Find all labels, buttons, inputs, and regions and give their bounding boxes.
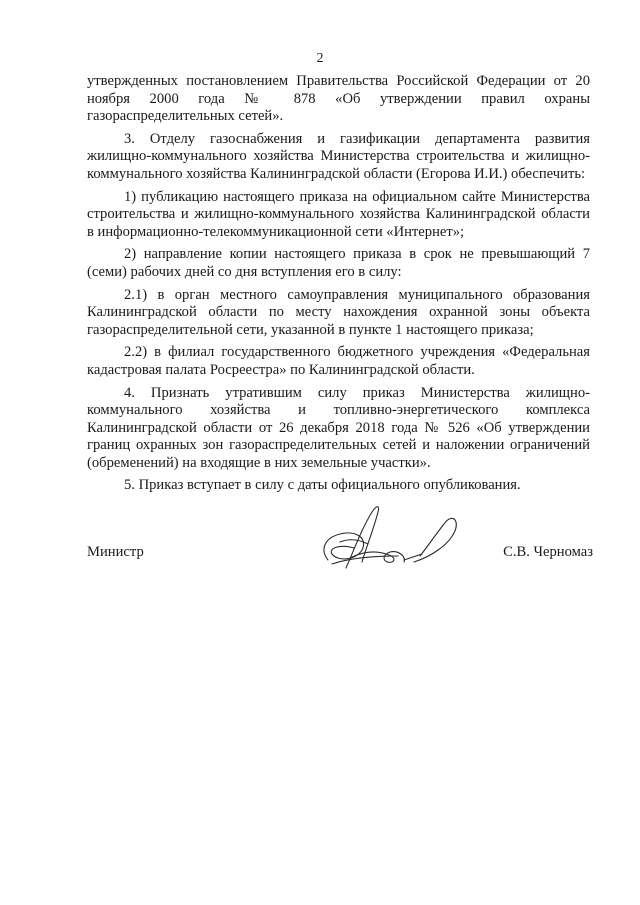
signature-block (87, 536, 593, 576)
signatory-title: Министр (87, 544, 144, 560)
document-body (87, 73, 590, 500)
page-number: 2 (316, 51, 324, 66)
paragraph-item-3: 3. Отделу газоснабжения и газификации департамента развития жилищно-коммунального хозяйства Министерства строительства и жилищно-коммунального хозяйства Калининградской области (Егорова И.И.) обеспечить: (87, 130, 590, 182)
paragraph-item-2-2: 2.2) в филиал государственного бюджетного учреждения «Федеральная кадастровая палата Росреестра» по Калининградской области. (87, 344, 590, 378)
paragraph-item-3-2: 2) направление копии настоящего приказа в срок не превышающий 7 (семи) рабочих дней со дня вступления его в силу: (87, 246, 590, 280)
paragraph-item-3-1: 1) публикацию настоящего приказа на официальном сайте Министерства строительства и жилищно-коммунального хозяйства Калининградской области в информационно-телекоммуникационной сети «Интернет»; (87, 188, 590, 240)
paragraph-item-4: 4. Признать утратившим силу приказ Министерства жилищно-коммунального хозяйства и топливно-энергетического комплекса Калининградской области от 26 декабря 2018 года № 526 «Об утверждении границ охранных зон газораспределительных сетей и наложении ограничений (обременений) на входящие в них земельные участки». (87, 384, 590, 471)
signatory-name: С.В. Черномаз (503, 544, 593, 560)
handwritten-signature (310, 498, 465, 578)
paragraph-item-5: 5. Приказ вступает в силу с даты официального опубликования. (124, 477, 521, 494)
paragraph-continuation: утвержденных постановлением Правительства Российской Федерации от 20 ноября 2000 года № 878 «Об утверждении правил охраны газораспределительных сетей». (87, 73, 590, 125)
paragraph-item-2-1: 2.1) в орган местного самоуправления муниципального образования Калининградской области по месту нахождения охранной зоны объекта газораспределительной сети, указанной в пункте 1 настоящего приказа; (87, 286, 590, 338)
